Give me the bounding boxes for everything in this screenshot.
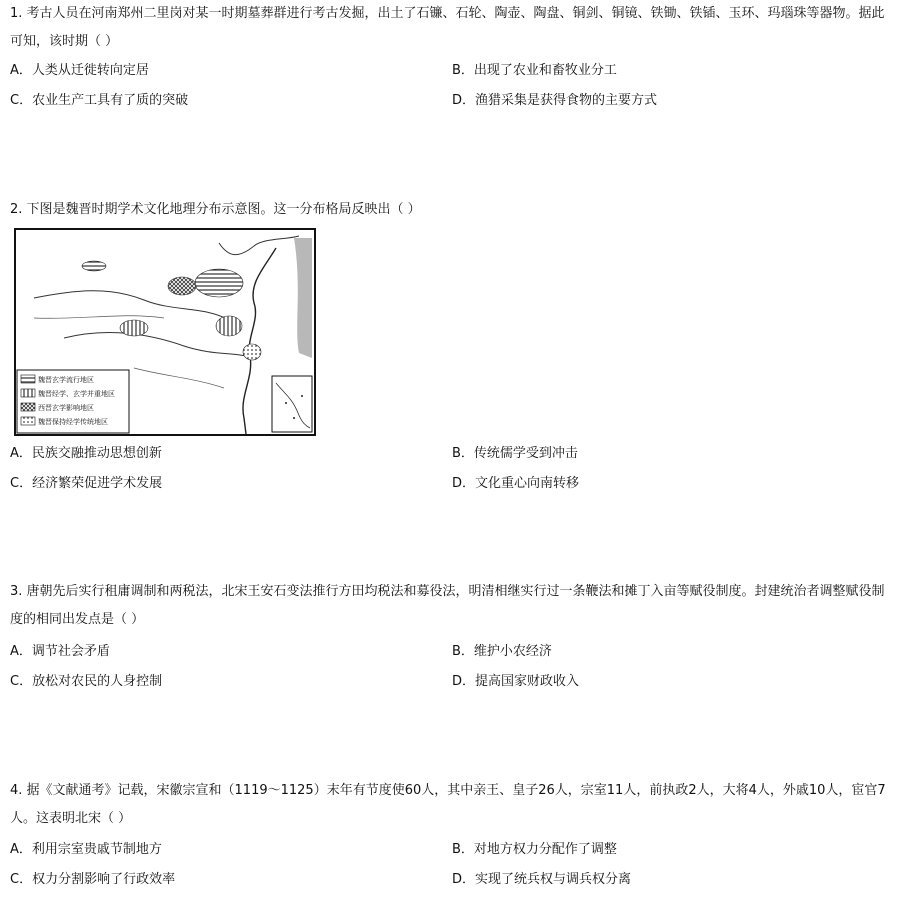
question-2-option-a[interactable]: A．民族交融推动思想创新 bbox=[10, 446, 162, 461]
wei-jin-academic-map bbox=[14, 228, 316, 436]
legend-item-1: 魏晋玄学流行地区 bbox=[38, 376, 94, 384]
legend-swatch-3 bbox=[21, 403, 35, 411]
question-4-option-c[interactable]: C．权力分割影响了行政效率 bbox=[10, 872, 176, 887]
question-4-stem: 4. 据《文献通考》记载，宋徽宗宣和（1119～1125）末年有节度使60人，其中亲王、皇子26人，宗室11人，前执政2人，大将4人，外戚10人，宦官7人。这表明北宋（ ） bbox=[10, 783, 886, 826]
question-4-option-b[interactable]: B．对地方权力分配作了调整 bbox=[452, 842, 617, 857]
question-1-option-c[interactable]: C．农业生产工具有了质的突破 bbox=[10, 93, 189, 108]
question-3-option-a[interactable]: A．调节社会矛盾 bbox=[10, 644, 110, 659]
question-3-stem: 3. 唐朝先后实行租庸调制和两税法，北宋王安石变法推行方田均税法和募役法，明清相继实行过一条鞭法和摊丁入亩等赋役制度。封建统治者调整赋役制度的相同出发点是（ ） bbox=[10, 584, 885, 627]
legend-item-3: 西晋玄学影响地区 bbox=[38, 404, 94, 412]
legend-item-4: 魏晋保持经学传统地区 bbox=[38, 418, 108, 426]
question-1-option-d[interactable]: D．渔猎采集是获得食物的主要方式 bbox=[452, 93, 658, 108]
question-1-option-a[interactable]: A．人类从迁徙转向定居 bbox=[10, 63, 149, 78]
question-3-option-b[interactable]: B．维护小农经济 bbox=[452, 644, 552, 659]
question-1-stem: 1. 考古人员在河南郑州二里岗对某一时期墓葬群进行考古发掘，出土了石镰、石轮、陶壶、陶盘、铜剑、铜镜、铁锄、铁锸、玉环、玛瑙珠等器物。据此可知，该时期（ ） bbox=[10, 6, 885, 49]
question-3-option-c[interactable]: C．放松对农民的人身控制 bbox=[10, 674, 163, 689]
question-1-option-b[interactable]: B．出现了农业和畜牧业分工 bbox=[452, 63, 617, 78]
legend-item-2: 魏晋经学、玄学并重地区 bbox=[38, 390, 115, 398]
question-1 bbox=[10, 0, 895, 56]
legend-swatch-1 bbox=[21, 375, 35, 383]
question-2-option-d[interactable]: D．文化重心向南转移 bbox=[452, 476, 580, 491]
question-2 bbox=[10, 196, 895, 224]
question-4-option-d[interactable]: D．实现了统兵权与调兵权分离 bbox=[452, 872, 632, 887]
question-3 bbox=[10, 578, 895, 634]
legend-swatch-2 bbox=[21, 389, 35, 397]
question-2-option-c[interactable]: C．经济繁荣促进学术发展 bbox=[10, 476, 163, 491]
question-4-option-a[interactable]: A．利用宗室贵戚节制地方 bbox=[10, 842, 162, 857]
question-4 bbox=[10, 777, 895, 833]
question-2-option-b[interactable]: B．传统儒学受到冲击 bbox=[452, 446, 578, 461]
legend-swatch-4 bbox=[21, 417, 35, 425]
question-2-stem: 2. 下图是魏晋时期学术文化地理分布示意图。这一分布格局反映出（ ） bbox=[10, 202, 421, 217]
question-3-option-d[interactable]: D．提高国家财政收入 bbox=[452, 674, 580, 689]
